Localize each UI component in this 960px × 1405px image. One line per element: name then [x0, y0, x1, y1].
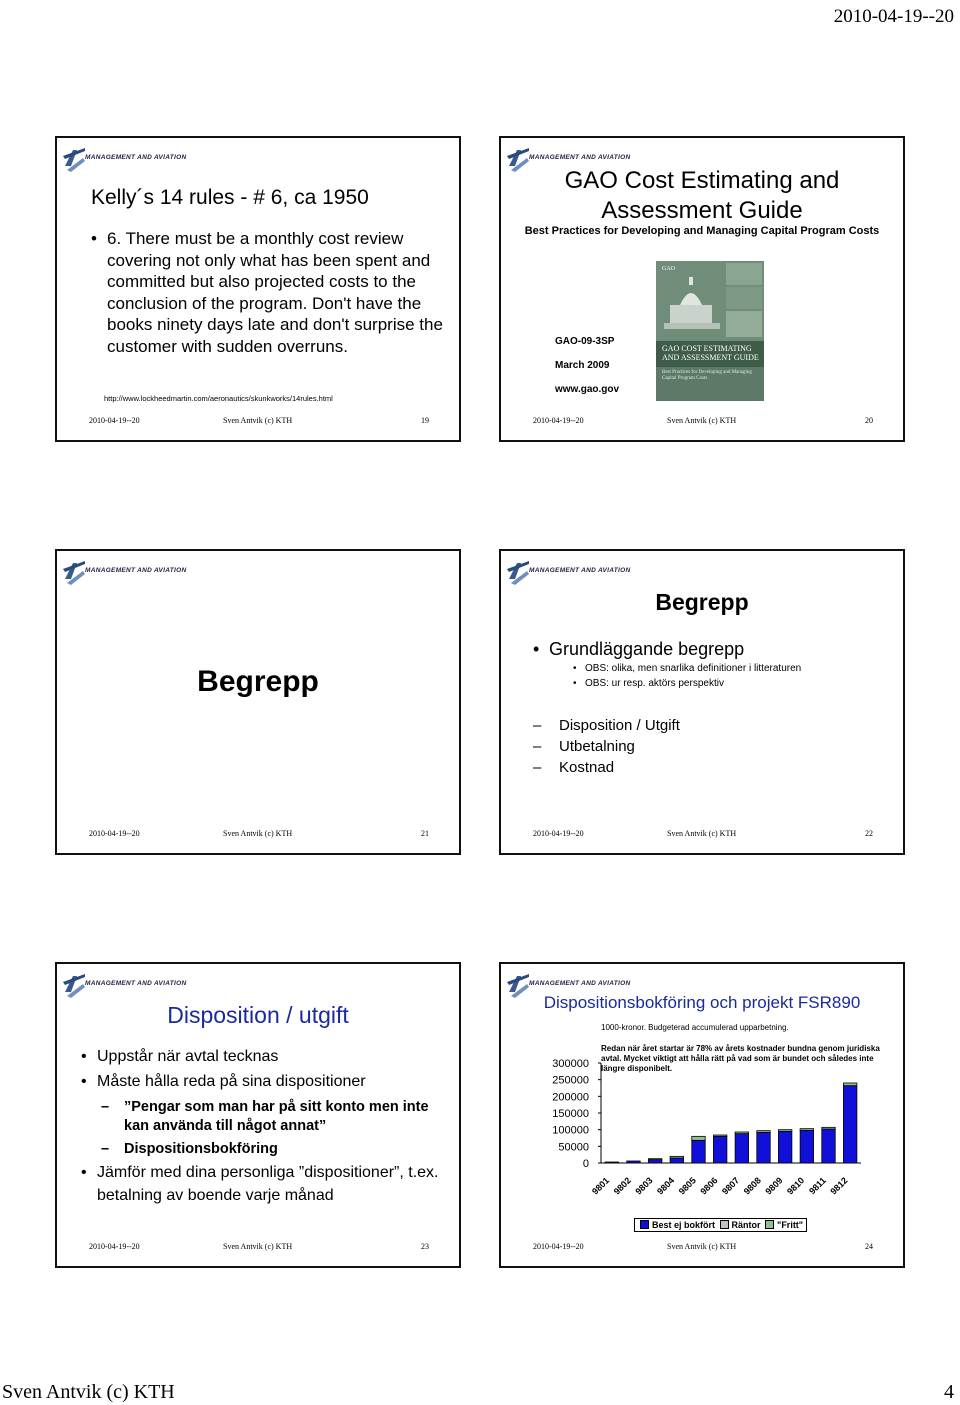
x-tick-label: 9804	[655, 1175, 677, 1197]
bar-segment	[843, 1083, 856, 1086]
page-footer-author: Sven Antvik (c) KTH	[2, 1381, 175, 1403]
x-tick-label: 9808	[741, 1175, 763, 1197]
y-tick-label: 300000	[552, 1058, 589, 1070]
main-bullet: • Grundläggande begrepp	[531, 639, 744, 660]
legend-swatch	[720, 1220, 729, 1229]
slide-footer	[501, 829, 903, 843]
bar-segment	[670, 1156, 683, 1158]
slide-23	[55, 962, 461, 1268]
page-header-date: 2010-04-19--20	[833, 6, 954, 27]
slide-number: 19	[421, 416, 429, 425]
slide-20	[499, 136, 905, 442]
legend-label: Räntor	[731, 1220, 761, 1230]
y-tick-label: 0	[582, 1158, 589, 1170]
source-link[interactable]: http://www.lockheedmartin.com/aeronautics/skunkworks/14rules.html	[104, 394, 333, 403]
slide-author: Sven Antvik (c) KTH	[223, 1242, 293, 1251]
plane-hand-icon	[63, 557, 87, 587]
x-tick-label: 9807	[720, 1175, 742, 1197]
cover-brand: GAO	[662, 266, 675, 272]
plane-hand-icon	[507, 557, 531, 587]
slide-title: Kelly´s 14 rules - # 6, ca 1950	[91, 186, 369, 209]
slide-date: 2010-04-19--20	[533, 829, 584, 838]
slide-number: 23	[421, 1242, 429, 1251]
plane-hand-icon	[63, 144, 87, 174]
x-tick-label: 9805	[676, 1175, 698, 1197]
slide-footer	[501, 416, 903, 430]
cover-subtitle: Best Practices for Developing and Managing Capital Program Costs	[662, 370, 752, 381]
bar-segment	[692, 1140, 705, 1163]
y-tick-label: 250000	[552, 1074, 589, 1087]
chart-legend	[634, 1218, 807, 1232]
slide-date: 2010-04-19--20	[89, 829, 140, 838]
report-date: March 2009	[555, 360, 610, 371]
slide-number: 20	[865, 416, 873, 425]
bar-segment	[627, 1161, 640, 1163]
slide-footer	[501, 1242, 903, 1256]
bullet-item: • Jämför med dina personliga ”dispositioner”, t.ex. betalning av boende varje månad	[79, 1161, 449, 1207]
plane-hand-icon	[63, 970, 87, 1000]
management-aviation-logo	[63, 144, 187, 178]
slide-footer	[57, 416, 459, 430]
logo-text: MANAGEMENT AND AVIATION	[85, 154, 187, 161]
slide-22	[499, 549, 905, 855]
x-tick-label: 9811	[807, 1175, 828, 1197]
bar-segment	[735, 1132, 748, 1134]
bar-segment	[800, 1129, 813, 1131]
bar-segment	[757, 1131, 770, 1133]
legend-swatch	[765, 1220, 774, 1229]
bar-segment	[778, 1130, 791, 1132]
slide-author: Sven Antvik (c) KTH	[223, 829, 293, 838]
sub-bullet: • OBS: ur resp. aktörs perspektiv	[571, 678, 724, 689]
slide-title: Begrepp	[655, 589, 749, 615]
legend-swatch	[640, 1220, 649, 1229]
bar-segment	[648, 1160, 661, 1163]
logo-text: MANAGEMENT AND AVIATION	[529, 980, 631, 987]
logo-text: MANAGEMENT AND AVIATION	[529, 154, 631, 161]
chart-note: Redan när året startar är 78% av årets kostnader bundna genom juridiska avtal. Mycket viktigt att hålla rätt på vad som är bundet och således inte längre disponibelt.	[601, 1044, 880, 1073]
bullet-item: • Måste hålla reda på sina dispositioner	[79, 1069, 449, 1094]
management-aviation-logo	[507, 557, 631, 591]
report-id: GAO-09-3SP	[555, 336, 615, 347]
bar-segment	[843, 1086, 856, 1163]
capitol-building-icon	[656, 261, 764, 341]
bar-segment	[605, 1162, 618, 1163]
bar-segment	[822, 1129, 835, 1163]
bullet-item: • Uppstår när avtal tecknas	[79, 1044, 449, 1069]
slide-date: 2010-04-19--20	[89, 1242, 140, 1251]
rule-bullet: • 6. There must be a monthly cost review covering not only what has been spent and committed but also projected costs to the conclusion of the program. Don't have the books ninety days late and don't surprise the customer with sudden overruns.	[89, 228, 449, 357]
management-aviation-logo	[63, 557, 187, 591]
slide-number: 24	[865, 1242, 873, 1251]
x-tick-label: 9810	[785, 1175, 807, 1197]
page-number: 4	[944, 1381, 954, 1403]
slide-title: Disposition / utgift	[167, 1002, 349, 1028]
logo-text: MANAGEMENT AND AVIATION	[85, 980, 187, 987]
dash-item: – Dispositionsbokföring	[79, 1140, 449, 1159]
slide-footer	[57, 1242, 459, 1256]
logo-text: MANAGEMENT AND AVIATION	[529, 567, 631, 574]
report-cover-image	[656, 261, 764, 401]
legend-label: Best ej bokfört	[652, 1220, 716, 1230]
slide-number: 21	[421, 829, 429, 838]
x-tick-label: 9801	[590, 1175, 612, 1197]
dash-item: – ”Pengar som man har på sitt konto men inte kan använda till något annat”	[79, 1098, 449, 1136]
y-tick-label: 150000	[552, 1108, 589, 1120]
slide-author: Sven Antvik (c) KTH	[223, 416, 293, 425]
bar-segment	[692, 1136, 705, 1140]
slide-title: Dispositionsbokföring och projekt FSR890	[543, 993, 861, 1012]
gao-website[interactable]: www.gao.gov	[555, 384, 620, 395]
slide-title: Begrepp	[197, 665, 319, 698]
slide-subtitle: 1000-kronor. Budgeterad accumulerad upparbetning.	[601, 1023, 789, 1032]
slide-24	[499, 962, 905, 1268]
slide-title: GAO Cost Estimating and Assessment Guide	[564, 167, 840, 224]
legend-label: "Fritt"	[777, 1220, 804, 1230]
y-tick-label: 50000	[558, 1141, 589, 1154]
bar-segment	[648, 1159, 661, 1160]
bar-segment	[735, 1134, 748, 1163]
y-tick-label: 100000	[552, 1124, 589, 1137]
sub-bullet: • OBS: olika, men snarlika definitioner i litteraturen	[571, 663, 801, 674]
slide-21	[55, 549, 461, 855]
slide-date: 2010-04-19--20	[533, 1242, 584, 1251]
slide-author: Sven Antvik (c) KTH	[667, 1242, 737, 1251]
slide-author: Sven Antvik (c) KTH	[667, 829, 737, 838]
dash-item: – Kostnad	[531, 759, 614, 776]
x-tick-label: 9802	[611, 1175, 633, 1197]
slide-subtitle: Best Practices for Developing and Managing Capital Program Costs	[524, 225, 880, 237]
x-tick-label: 9803	[633, 1175, 655, 1197]
bar-segment	[670, 1158, 683, 1163]
management-aviation-logo	[63, 970, 187, 1004]
bar-segment	[757, 1132, 770, 1163]
dash-item: – Utbetalning	[531, 738, 635, 755]
slide-number: 22	[865, 829, 873, 838]
dash-item: – Disposition / Utgift	[531, 717, 680, 734]
bar-segment	[822, 1127, 835, 1129]
logo-text: MANAGEMENT AND AVIATION	[85, 567, 187, 574]
bar-segment	[713, 1136, 726, 1163]
slide-19	[55, 136, 461, 442]
x-tick-label: 9812	[828, 1175, 850, 1197]
cover-title: GAO COST ESTIMATING AND ASSESSMENT GUIDE	[662, 344, 759, 362]
y-tick-label: 200000	[552, 1091, 589, 1104]
x-tick-label: 9809	[763, 1175, 785, 1197]
slide-footer	[57, 829, 459, 843]
bar-segment	[713, 1135, 726, 1136]
bar-segment	[800, 1130, 813, 1163]
bar-segment	[778, 1131, 791, 1163]
slide-date: 2010-04-19--20	[89, 416, 140, 425]
slide-date: 2010-04-19--20	[533, 416, 584, 425]
x-tick-label: 9806	[698, 1175, 720, 1197]
slide-author: Sven Antvik (c) KTH	[667, 416, 737, 425]
